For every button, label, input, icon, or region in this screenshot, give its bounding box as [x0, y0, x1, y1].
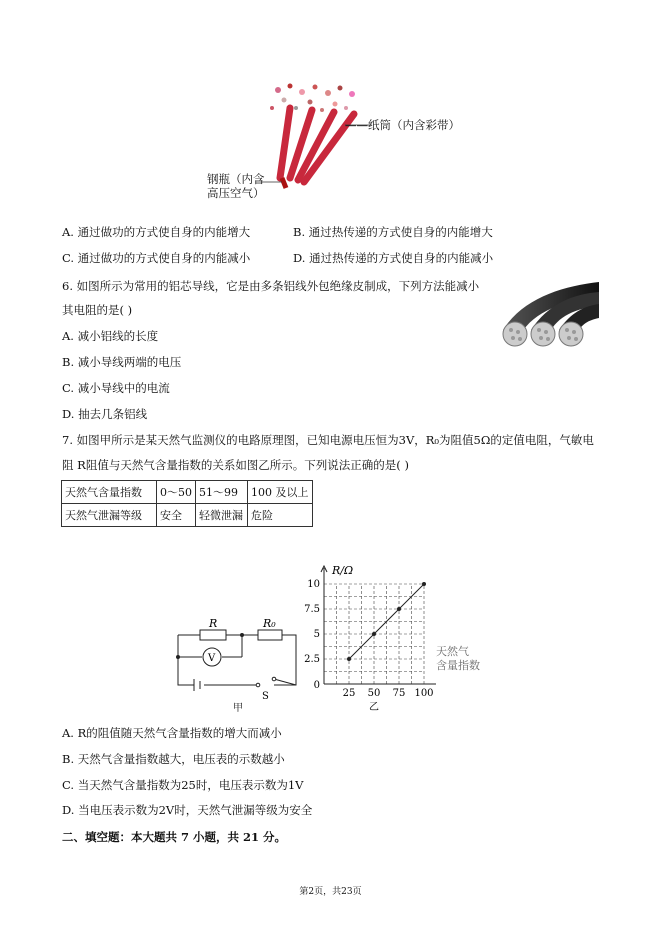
resistor-r	[200, 630, 226, 640]
section-heading: 二、填空题：本大题共 7 小题，共 21 分。	[62, 830, 287, 844]
label-paper-tube: ——纸筒（内含彩带）	[345, 118, 460, 132]
paper-tubes	[280, 108, 354, 182]
table-cell: 51～99	[196, 481, 248, 504]
wire-end-2	[531, 322, 555, 346]
label-steel-bottle-2: 高压空气）	[207, 186, 265, 200]
q6-option-a: A. 减小铝线的长度	[62, 329, 159, 343]
q7-option-a: A. R的阻值随天然气含量指数的增大而减小	[62, 726, 282, 740]
q6-option-d: D. 抽去几条铝线	[62, 407, 148, 421]
data-point	[397, 607, 401, 611]
table-cell: 100 及以上	[248, 481, 313, 504]
x-axis-label-line2: 含量指数	[436, 659, 480, 672]
q7-option-d: D. 当电压表示数为2V时，天然气泄漏等级为安全	[62, 803, 313, 817]
label-s: S	[262, 691, 269, 702]
origin-label: 0	[313, 680, 320, 691]
label-v: V	[208, 653, 216, 664]
label-steel-bottle-1: 钢瓶（内含	[207, 172, 265, 186]
x-tick-label: 75	[392, 688, 406, 699]
x-tick-label: 25	[342, 688, 356, 699]
data-point	[347, 657, 351, 661]
table-cell: 0～50	[157, 481, 196, 504]
label-r: R	[209, 617, 218, 630]
y-tick-label: 2.5	[304, 654, 320, 665]
table-cell: 安全	[157, 504, 196, 527]
table-cell: 天然气含量指数	[62, 481, 157, 504]
y-tick-label: 5	[313, 629, 320, 640]
circuit-caption: 甲	[233, 703, 243, 714]
data-point	[372, 632, 376, 636]
circuit-diagram	[170, 615, 305, 705]
table-row	[62, 504, 313, 527]
x-tick-label: 50	[367, 688, 381, 699]
resistor-r0	[258, 630, 282, 640]
chart-caption: 乙	[369, 702, 379, 713]
q7-option-c: C. 当天然气含量指数为25时，电压表示数为1V	[62, 778, 304, 792]
y-axis-label: R/Ω	[332, 564, 354, 577]
label-r0: R₀	[263, 617, 276, 630]
q7-stem-line2: 阻 R阻值与天然气含量指数的关系如图乙所示。下列说法正确的是( )	[62, 458, 409, 472]
q5-option-c: C. 通过做功的方式使自身的内能减小	[62, 251, 251, 265]
q5-option-b: B. 通过热传递的方式使自身的内能增大	[293, 225, 493, 239]
aluminum-wire-image	[493, 278, 601, 350]
q5-option-a: A. 通过做功的方式使自身的内能增大	[62, 225, 251, 239]
q5-option-d: D. 通过热传递的方式使自身的内能减小	[293, 251, 494, 265]
resistance-chart	[300, 556, 500, 716]
q7-stem-line1: 7. 如图甲所示是某天然气监测仪的电路原理图，已知电源电压恒为3V，R₀为阻值5Ω的定值电阻，气敏电	[62, 433, 594, 447]
q6-option-c: C. 减小导线中的电流	[62, 381, 170, 395]
q6-option-b: B. 减小导线两端的电压	[62, 355, 182, 369]
page-footer: 第2页，共23页	[299, 887, 362, 897]
x-axis-label-line1: 天然气	[436, 645, 469, 658]
leak-level-table	[61, 480, 313, 527]
table-cell: 天然气泄漏等级	[62, 504, 157, 527]
y-tick-label: 10	[307, 579, 320, 590]
q7-option-b: B. 天然气含量指数越大，电压表的示数越小	[62, 752, 285, 766]
y-tick-label: 7.5	[304, 604, 320, 615]
data-point	[422, 582, 426, 586]
table-cell: 危险	[248, 504, 313, 527]
x-tick-label: 100	[414, 688, 434, 699]
wire-end-1	[503, 322, 527, 346]
table-row	[62, 481, 313, 504]
q6-stem-line2: 其电阻的是( )	[62, 303, 133, 317]
q6-stem-line1: 6. 如图所示为常用的铝芯导线，它是由多条铝线外包绝缘皮制成，下列方法能减小	[62, 279, 480, 293]
wire-end-3	[559, 322, 583, 346]
table-cell: 轻微泄漏	[196, 504, 248, 527]
